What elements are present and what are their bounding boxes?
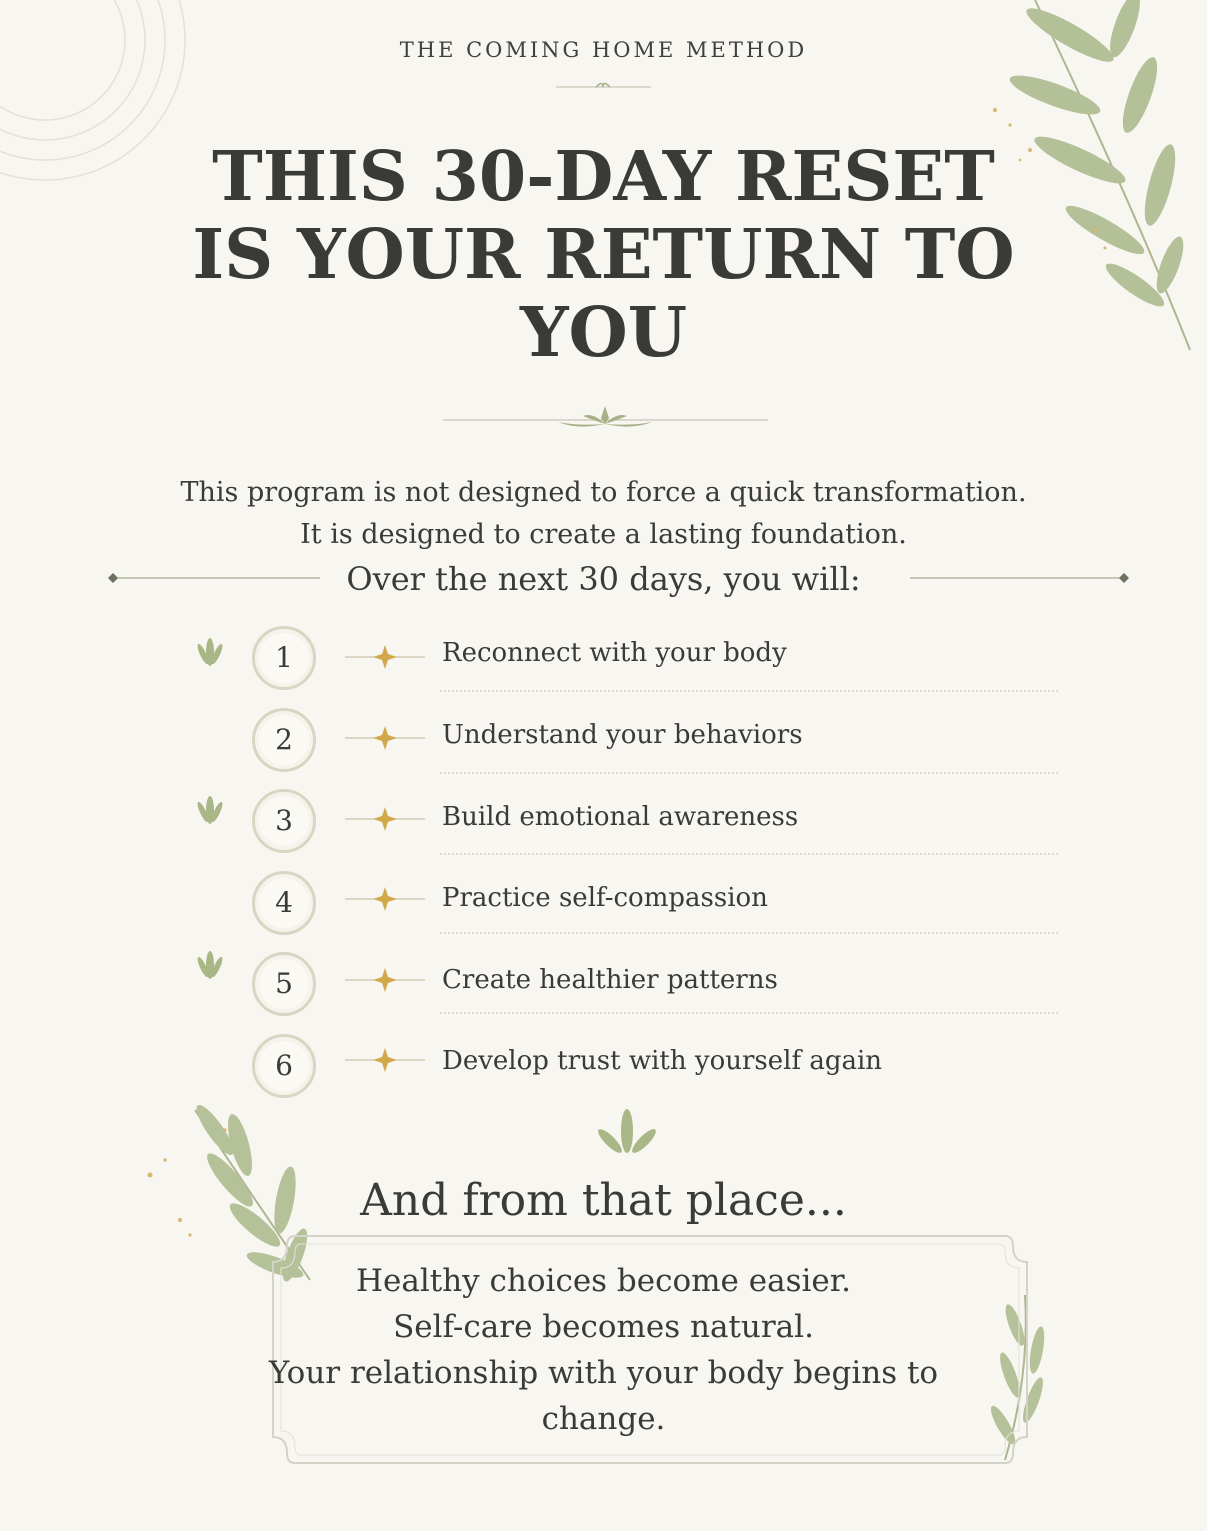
item-number: 2	[252, 708, 316, 772]
divider-ornament-icon	[443, 402, 768, 436]
item-text: Practice self-compassion	[442, 883, 768, 913]
item-divider	[440, 932, 1058, 934]
page-title-line-1: THIS 30-DAY RESET	[212, 137, 995, 217]
item-text: Build emotional awareness	[442, 802, 799, 832]
leaf-sprig-icon	[195, 935, 225, 983]
item-number: 6	[252, 1034, 316, 1098]
closing-line-4: change.	[541, 1401, 666, 1437]
item-text: Reconnect with your body	[442, 638, 787, 668]
small-ornament-icon	[556, 80, 651, 94]
closing-line-1: Healthy choices become easier.	[355, 1263, 852, 1299]
eyebrow-title: THE COMING HOME METHOD	[399, 38, 808, 62]
closing-title: And from that place...	[360, 1175, 847, 1226]
item-number: 3	[252, 789, 316, 853]
list-heading: Over the next 30 days, you will:	[346, 560, 861, 598]
intro-paragraph	[0, 472, 1207, 556]
leaf-sprig-icon	[195, 622, 225, 670]
item-divider	[440, 1012, 1058, 1014]
sparkle-icon	[345, 1045, 425, 1075]
item-divider	[440, 690, 1058, 692]
sparkle-icon	[345, 723, 425, 753]
right-rule-icon	[910, 570, 1132, 586]
page-title-line-3: YOU	[519, 293, 688, 373]
closing-text	[0, 1258, 1207, 1442]
item-text: Understand your behaviors	[442, 720, 803, 750]
intro-line-1: This program is not designed to force a quick transformation.	[180, 477, 1027, 508]
item-number: 4	[252, 871, 316, 935]
item-number: 5	[252, 952, 316, 1016]
item-number: 1	[252, 626, 316, 690]
page-title	[0, 138, 1207, 372]
sparkle-icon	[345, 884, 425, 914]
leaf-sprig-icon	[592, 1103, 662, 1159]
item-text: Create healthier patterns	[442, 965, 778, 995]
intro-line-2: It is designed to create a lasting foundation.	[300, 519, 907, 550]
item-divider	[440, 772, 1058, 774]
closing-line-2: Self-care becomes natural.	[393, 1309, 814, 1345]
item-text: Develop trust with yourself again	[442, 1046, 883, 1076]
closing-line-3: Your relationship with your body begins to	[268, 1355, 939, 1391]
sparkle-icon	[345, 804, 425, 834]
item-divider	[440, 853, 1058, 855]
page-title-line-2: IS YOUR RETURN TO	[192, 215, 1015, 295]
sparkle-icon	[345, 965, 425, 995]
sparkle-icon	[345, 642, 425, 672]
leaf-sprig-icon	[195, 780, 225, 828]
